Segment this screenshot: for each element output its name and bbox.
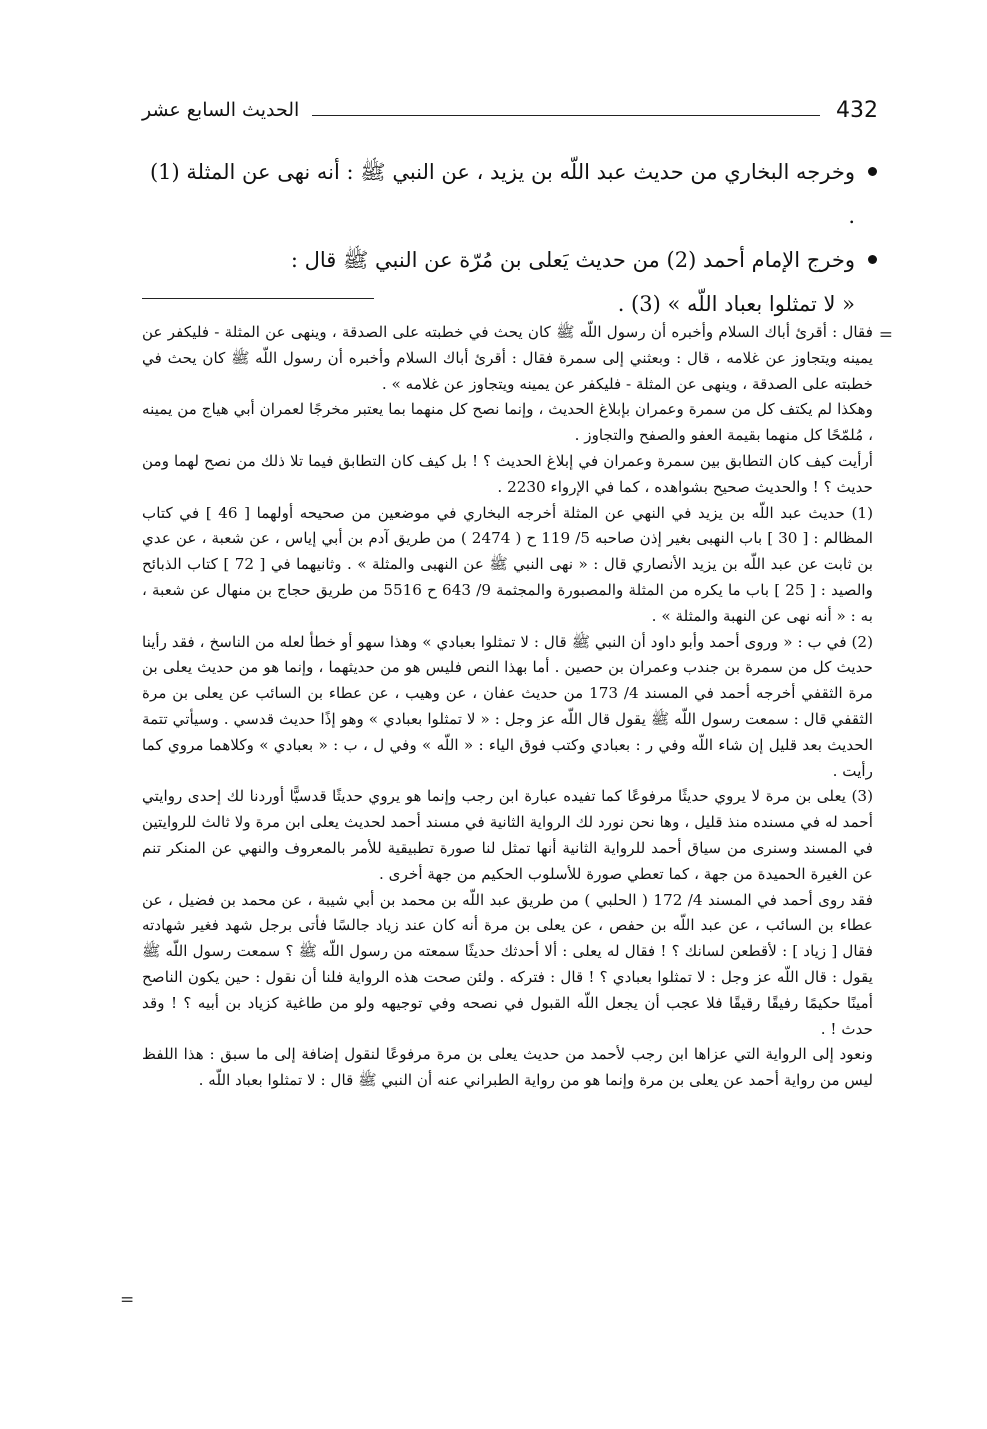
main-paragraph-bukhari (142, 150, 877, 238)
footnote-3-continued: فقد روى أحمد في المسند 4/ 172 ( الحلبي ) من طريق عبد اللّه بن محمد بن أبي شيبة ، عن محمد بن فضيل ، عن عطاء بن السائب ، عن عبد اللّه بن حفص ، عن يعلى بن مرة أنه كان عند زياد جالسًا فأتى برجل شهد فغير شهادته فقال [ زياد ] : لأقطعن لسانك ؟ ! فقال له يعلى : ألا أحدثك حديثًا سمعته من رسول اللّه ﷺ ؟ سمعت رسول اللّه ﷺ يقول : قال اللّه عز وجل : لا تمثلوا بعبادي ؟ ! قال : فتركه . ولئن صحت هذه الرواية فلنا أن نقول : حين يكون الناصح أمينًا حكيمًا رفيقًا رقيقًا فلا عجب أن يجعل اللّه القبول في نصحه وفي توجيهه ولو من طاغية كزياد بن أبيه ؟ ! وقد حدث ! . (142, 890, 874, 1038)
footnote-1: (1) حديث عبد اللّه بن يزيد في النهي عن المثلة أخرجه البخاري في موضعين من صحيحه أولهما [ 46 ] في كتاب المظالم : [ 30 ] باب النهبى بغير إذن صاحبه 5/ 119 ح ( 2474 ) من طريق آدم بن أبي إياس ، عن شعبة ، عن عدي بن ثابت عن عبد اللّه بن يزيد الأنصاري قال : « نهى النبي ﷺ عن النهبى والمثلة » . وثانيهما في [ 72 ] كتاب الذبائح والصيد : [ 25 ] باب ما يكره من المثلة والمصبورة والمجثمة 9/ 643 ح 5516 من طريق حجاج بن منهال عن شعبة ، به : « أنه نهى عن النهبة والمثلة » . (142, 503, 873, 625)
footnote-2: (2) في ب : « وروى أحمد وأبو داود أن النبي ﷺ قال : لا تمثلوا بعبادي » وهذا سهو أو خطأ لعله من الناسخ ، فقد رأينا حديث كل من سمرة بن جندب وعمران بن حصين . أما بهذا النص فليس هو من حديثهما ، وإنما هو من حديث يعلى بن مرة الثقفي أخرجه أحمد في المسند 4/ 173 من حديث عفان ، عن وهيب ، عن عطاء بن السائب عن يعلى بن مرة الثقفي قال : سمعت رسول اللّه ﷺ يقول قال اللّه عز وجل : « لا تمثلوا بعبادي » وهو إذًا حديث قدسي . وسيأتي تتمة الحديث بعد قليل إن شاء اللّه وفي ر : بعبادي وكتب فوق الياء : « اللّه » وفي ل ، ب : « بعبادي » وكلاهما مروي كما رأيت . (142, 632, 874, 780)
header-rule (312, 115, 820, 116)
running-title: الحديث السابع عشر (142, 99, 300, 121)
page-header (142, 98, 878, 132)
footnotes (142, 320, 873, 1094)
footnote-commentary: أرأيت كيف كان التطابق بين سمرة وعمران في إبلاغ الحديث ؟ ! بل كيف كان التطابق فيما تلا ذلك من نصح لهما ومن حديث ؟ ! والحديث صحيح بشواهده ، كما في الإرواء 2230 . (142, 451, 873, 496)
footnote-3-conclusion: ونعود إلى الرواية التي عزاها ابن رجب لأحمد من حديث يعلى بن مرة مرفوعًا لنقول إضافة إلى ما سبق : هذا اللفظ ليس من رواية أحمد عن يعلى بن مرة وإنما هو من رواية الطبراني عنه أن النبي ﷺ قال : لا تمثلوا بعباد اللّه . (142, 1045, 873, 1090)
continuation-mark-top: = (878, 325, 893, 345)
main-paragraph-text: وخرج الإمام أحمد (2) من حديث يَعلى بن مُرّة عن النبي ﷺ قال : (290, 248, 855, 272)
main-paragraph-text: وخرجه البخاري من حديث عبد اللّه بن يزيد ، عن النبي ﷺ : أنه نهى عن المثلة (1) . (149, 160, 855, 228)
page-number: 432 (836, 98, 878, 123)
footnote-3: (3) يعلى بن مرة لا يروي حديثًا مرفوعًا كما تفيده عبارة ابن رجب وإنما هو يروي حديثًا قدسيًّا أوردنا لك إحدى روايتي أحمد له في مسنده منذ قليل ، وها نحن نورد لك الرواية الثانية في مسند أحمد لحديث يعلى ابن مرة ولا ثالث للروايتين في المسند وسنرى من سياق أحمد للرواية الثانية أنها تمثل لنا صورة تطبيقية للأمر بالمعروف والنهي عن المنكر تنم عن الغيرة الحميدة من جهة ، كما تعطي صورة للأسلوب الحكيم من جهة أخرى . (142, 787, 873, 883)
main-paragraph-ahmad (142, 238, 877, 282)
hadith-quote: « لا تمثلوا بعباد اللّه » (3) . (617, 292, 855, 316)
continuation-mark-bottom: = (120, 1290, 135, 1310)
bullet-icon (868, 167, 877, 176)
footnote-separator (142, 298, 374, 299)
main-text (142, 150, 877, 326)
footnote-commentary: وهكذا لم يكتف كل من سمرة وعمران بإبلاغ الحديث ، وإنما نصح كل منهما بما يعتبر مخرجًا لعمران أبي هياج من يمينه ، مُلمّحًا كل منهما بقيمة العفو والصفح والتجاوز . (142, 400, 873, 445)
bullet-icon (868, 255, 877, 264)
footnote-continuation: فقال : أقرئ أباك السلام وأخبره أن رسول اللّه ﷺ كان يحث في خطبته على الصدقة ، وينهى عن المثلة - فليكفر عن يمينه ويتجاوز عن غلامه ، قال : وبعثني إلى سمرة فقال : أقرئ أباك السلام وأخبره أن رسول اللّه ﷺ كان يحث في خطبته على الصدقة ، وينهى عن المثلة - فليكفر عن يمينه ويتجاوز عن غلامه » . (142, 323, 873, 393)
